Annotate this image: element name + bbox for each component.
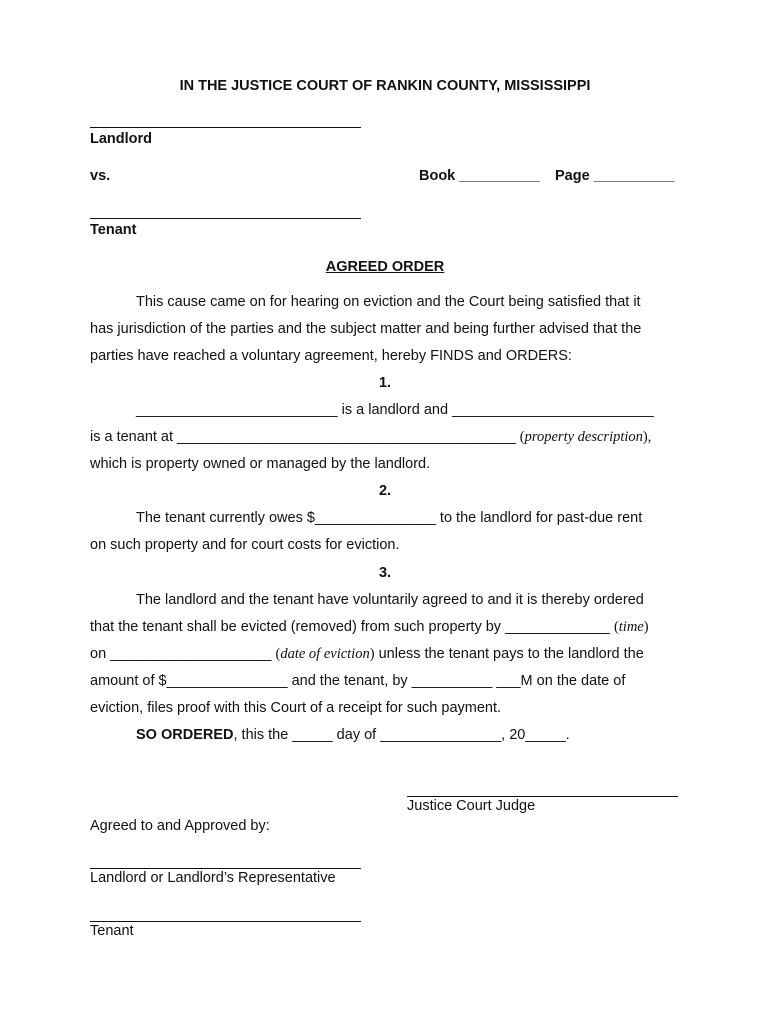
section-3-line-4: amount of $_______________ and the tenant, by __________ ___M on the date of — [90, 673, 626, 689]
section-1-line-3: which is property owned or managed by the landlord. — [90, 456, 431, 472]
date-of-eviction-note: date of eviction — [280, 646, 370, 662]
section-3-line-2-text: that the tenant shall be evicted (removed) from such property by _____________ — [90, 619, 614, 635]
paren-open: ( — [613, 619, 619, 635]
paren-close: ) — [369, 646, 375, 662]
tenant-signature-line — [90, 218, 361, 219]
so-ordered-bold: SO ORDERED — [136, 727, 234, 743]
court-title: IN THE JUSTICE COURT OF RANKIN COUNTY, MISSISSIPPI — [179, 78, 591, 94]
paren-open: ( — [519, 429, 525, 445]
intro-line-1: This cause came on for hearing on eviction and the Court being satisfied that it — [136, 294, 641, 310]
section-1-line-2 — [90, 429, 651, 446]
landlord-rep-signature-line — [90, 868, 361, 869]
section-3-line-3-text-1: on ____________________ — [90, 646, 276, 662]
paren-close: ), — [642, 429, 652, 445]
judge-signature-line — [407, 796, 678, 797]
property-description-note: property description — [524, 429, 643, 445]
page-label: Page __________ — [555, 168, 675, 184]
tenant-sign-line — [90, 921, 361, 922]
intro-line-2: has jurisdiction of the parties and the subject matter and being further advised that the — [90, 321, 642, 337]
paren-open: ( — [275, 646, 281, 662]
paren-close: ) — [643, 619, 649, 635]
section-3-line-2 — [90, 619, 649, 636]
section-2-number: 2. — [378, 483, 392, 499]
section-3-number: 3. — [378, 565, 392, 581]
intro-line-3: parties have reached a voluntary agreement, hereby FINDS and ORDERS: — [90, 348, 572, 364]
section-2-line-1: The tenant currently owes $_______________ to the landlord for past-due rent — [136, 510, 643, 526]
tenant-label: Tenant — [90, 222, 137, 238]
section-2-line-2: on such property and for court costs for eviction. — [90, 537, 400, 553]
landlord-label: Landlord — [90, 131, 153, 147]
so-ordered-rest: , this the _____ day of _______________, 20_____. — [233, 727, 570, 743]
section-3-line-1: The landlord and the tenant have voluntarily agreed to and it is thereby ordered — [136, 592, 644, 608]
book-label: Book __________ — [419, 168, 540, 184]
judge-label: Justice Court Judge — [407, 798, 536, 814]
section-3-line-5: eviction, files proof with this Court of a receipt for such payment. — [90, 700, 502, 716]
so-ordered-line — [136, 727, 570, 743]
landlord-rep-label: Landlord or Landlord’s Representative — [90, 870, 336, 886]
tenant-signature-label: Tenant — [90, 923, 134, 939]
section-1-line-2-text: is a tenant at __________________________________________ — [90, 429, 520, 445]
section-3-line-3-text-2: unless the tenant pays to the landlord the — [374, 646, 644, 662]
landlord-signature-line — [90, 127, 361, 128]
vs-label: vs. — [90, 168, 111, 184]
time-note: time — [618, 619, 644, 635]
section-1-number: 1. — [378, 375, 392, 391]
section-1-line-1: _________________________ is a landlord and _________________________ — [136, 402, 654, 418]
section-3-line-3 — [90, 646, 644, 663]
agreed-label: Agreed to and Approved by: — [90, 818, 270, 834]
order-title: AGREED ORDER — [325, 259, 445, 275]
